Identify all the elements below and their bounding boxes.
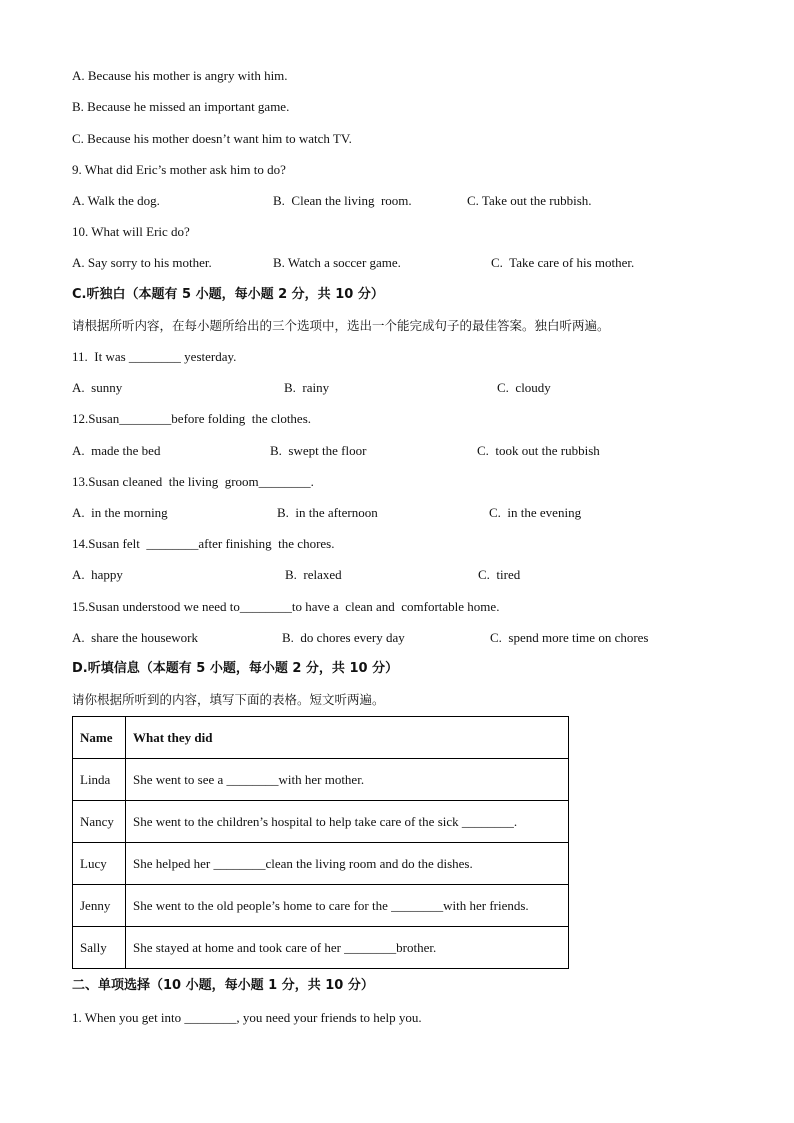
section-c-instruction: 请根据所听内容，在每小题所给出的三个选项中，选出一个能完成句子的最佳答案。独白听两遍。 — [72, 318, 610, 333]
q8-option-c: C. Because his mother doesn’t want him to watch TV. — [72, 131, 352, 146]
q12-question: 12.Susan________before folding the clothes. — [72, 411, 312, 426]
q15-option-b: B. do chores every day — [282, 630, 405, 645]
q14-option-b: B. relaxed — [285, 567, 342, 582]
q11-option-a: A. sunny — [72, 380, 123, 395]
header-what-they-did: What they did — [126, 717, 569, 759]
q14-option-c: C. tired — [478, 567, 521, 582]
q14-question: 14.Susan felt ________after finishing the chores. — [72, 536, 335, 551]
section-2-q1: 1. When you get into ________, you need your friends to help you. — [72, 1010, 422, 1025]
table-row — [73, 843, 569, 885]
q8-option-b: B. Because he missed an important game. — [72, 99, 290, 114]
q12-option-a: A. made the bed — [72, 443, 161, 458]
q13-option-b: B. in the afternoon — [277, 505, 378, 520]
q9-question: 9. What did Eric’s mother ask him to do? — [72, 162, 286, 177]
q15-option-a: A. share the housework — [72, 630, 198, 645]
table-header-row — [73, 717, 569, 759]
q13-option-c: C. in the evening — [489, 505, 582, 520]
row-text: She went to see a ________with her mother. — [126, 759, 569, 801]
q10-option-a: A. Say sorry to his mother. — [72, 255, 212, 270]
table-row — [73, 885, 569, 927]
q13-question: 13.Susan cleaned the living groom________. — [72, 474, 314, 489]
table-row — [73, 759, 569, 801]
header-name: Name — [73, 717, 126, 759]
row-name: Nancy — [73, 801, 126, 843]
row-text: She went to the children’s hospital to help take care of the sick ________. — [126, 801, 569, 843]
section-c-heading: C.听独白（本题有 5 小题，每小题 2 分，共 10 分） — [72, 287, 384, 302]
row-name: Linda — [73, 759, 126, 801]
table-row — [73, 927, 569, 969]
row-text: She went to the old people’s home to care for the ________with her friends. — [126, 885, 569, 927]
q9-option-b: B. Clean the living room. — [273, 193, 412, 208]
row-name: Jenny — [73, 885, 126, 927]
q11-option-c: C. cloudy — [497, 380, 551, 395]
info-table — [72, 716, 569, 969]
q11-option-b: B. rainy — [284, 380, 330, 395]
q12-option-c: C. took out the rubbish — [477, 443, 600, 458]
row-name: Sally — [73, 927, 126, 969]
row-text: She stayed at home and took care of her ________brother. — [126, 927, 569, 969]
section-d-heading: D.听填信息（本题有 5 小题，每小题 2 分，共 10 分） — [72, 661, 399, 676]
q10-option-c: C. Take care of his mother. — [491, 255, 635, 270]
q10-option-b: B. Watch a soccer game. — [273, 255, 401, 270]
q13-option-a: A. in the morning — [72, 505, 168, 520]
q12-option-b: B. swept the floor — [270, 443, 367, 458]
row-text: She helped her ________clean the living room and do the dishes. — [126, 843, 569, 885]
q15-option-c: C. spend more time on chores — [490, 630, 649, 645]
section-d-instruction: 请你根据所听到的内容，填写下面的表格。短文听两遍。 — [72, 692, 385, 707]
table-row — [73, 801, 569, 843]
q10-question: 10. What will Eric do? — [72, 224, 190, 239]
row-name: Lucy — [73, 843, 126, 885]
q15-question: 15.Susan understood we need to________to have a clean and comfortable home. — [72, 599, 500, 614]
q14-option-a: A. happy — [72, 567, 123, 582]
q11-question: 11. It was ________ yesterday. — [72, 349, 237, 364]
q9-option-c: C. Take out the rubbish. — [467, 193, 592, 208]
q8-option-a: A. Because his mother is angry with him. — [72, 68, 288, 83]
section-2-heading: 二、单项选择（10 小题，每小题 1 分，共 10 分） — [72, 978, 374, 993]
q9-option-a: A. Walk the dog. — [72, 193, 160, 208]
